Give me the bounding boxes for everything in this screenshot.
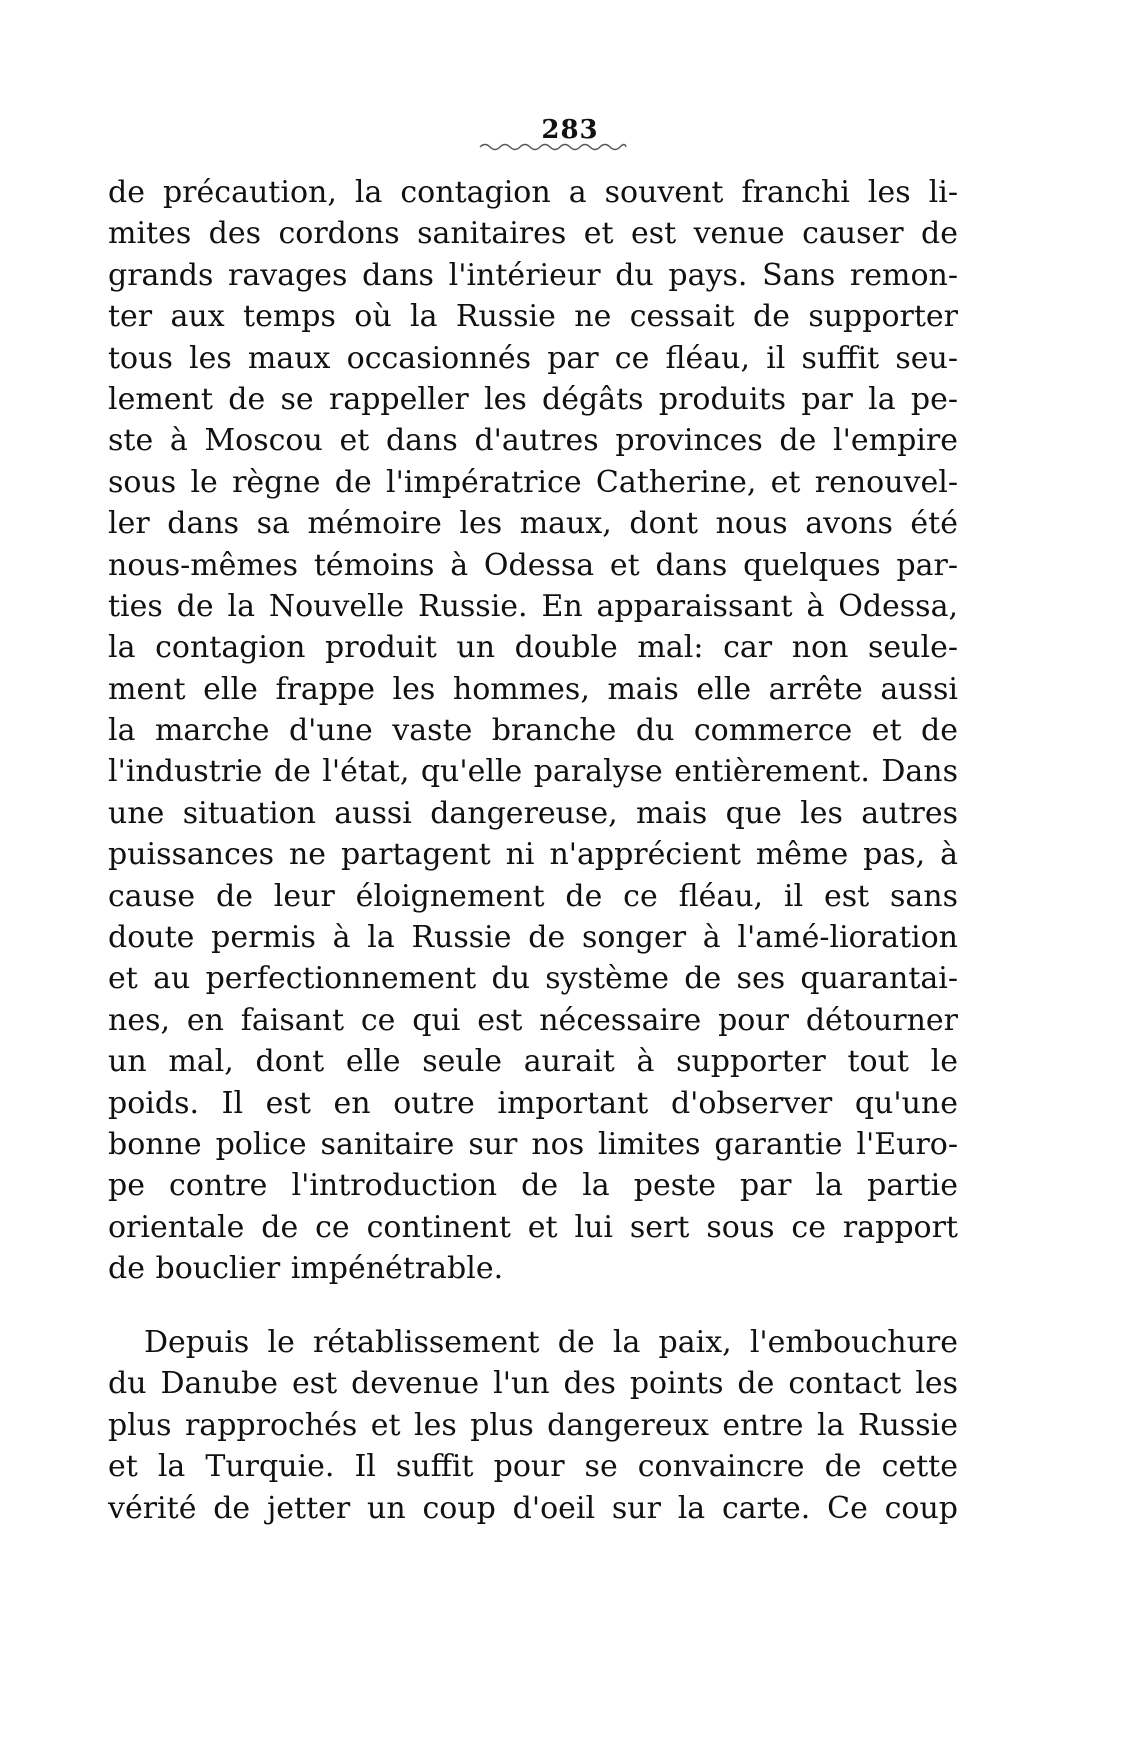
text-line: bonne police sanitaire sur nos limites garantie l'Euro- <box>108 1126 958 1162</box>
text-line: ler dans sa mémoire les maux, dont nous avons été <box>108 506 958 542</box>
text-line: orientale de ce continent et lui sert sous ce rapport <box>108 1209 958 1245</box>
text-line: doute permis à la Russie de songer à l'amé-lioration <box>108 920 958 956</box>
text-line: nous-mêmes témoins à Odessa et dans quelques par- <box>108 547 958 583</box>
text-line: la contagion produit un double mal: car non seule- <box>108 630 958 666</box>
text-line: ment elle frappe les hommes, mais elle arrête aussi <box>108 671 958 707</box>
text-line: du Danube est devenue l'un des points de contact les <box>108 1366 958 1402</box>
text-line: l'industrie de l'état, qu'elle paralyse entièrement. Dans <box>108 754 958 790</box>
text-line: sous le règne de l'impératrice Catherine, et renouvel- <box>108 464 958 500</box>
text-line: tous les maux occasionnés par ce fléau, il suffit seu- <box>108 340 958 376</box>
text-line: la marche d'une vaste branche du commerce et de <box>108 713 958 749</box>
text-line: ter aux temps où la Russie ne cessait de supporter <box>108 299 958 335</box>
text-line: poids. Il est en outre important d'observer qu'une <box>108 1085 958 1121</box>
text-line: de précaution, la contagion a souvent franchi les li- <box>108 175 958 210</box>
text-line: vérité de jetter un coup d'oeil sur la carte. Ce coup <box>108 1490 958 1526</box>
text-line: lement de se rappeller les dégâts produits par la pe- <box>108 381 958 417</box>
text-line: et au perfectionnement du système de ses quarantai- <box>108 961 958 997</box>
paragraph-2 <box>108 1322 958 1529</box>
text-line: ste à Moscou et dans d'autres provinces de l'empire <box>108 423 958 459</box>
text-line: grands ravages dans l'intérieur du pays. Sans remon- <box>108 257 958 293</box>
text-line: un mal, dont elle seule aurait à supporter tout le <box>108 1044 958 1080</box>
text-line: Depuis le rétablissement de la paix, l'embouchure <box>144 1325 958 1360</box>
text-line: puissances ne partagent ni n'apprécient même pas, à <box>108 837 958 873</box>
text-line: pe contre l'introduction de la peste par la partie <box>108 1168 958 1204</box>
text-line: de bouclier impénétrable. <box>108 1251 504 1287</box>
paragraph-1 <box>108 172 958 1290</box>
text-line: une situation aussi dangereuse, mais que les autres <box>108 795 958 831</box>
text-line: cause de leur éloignement de ce fléau, il est sans <box>108 878 958 914</box>
text-line: ties de la Nouvelle Russie. En apparaissant à Odessa, <box>108 588 958 624</box>
text-line: mites des cordons sanitaires et est venue causer de <box>108 216 958 252</box>
wavy-rule-ornament <box>478 140 628 154</box>
text-line: plus rapprochés et les plus dangereux entre la Russie <box>108 1407 958 1443</box>
text-line: et la Turquie. Il suffit pour se convaincre de cette <box>108 1449 958 1485</box>
text-line: nes, en faisant ce qui est nécessaire pour détourner <box>108 1002 958 1038</box>
page-number: 283 <box>541 115 599 145</box>
